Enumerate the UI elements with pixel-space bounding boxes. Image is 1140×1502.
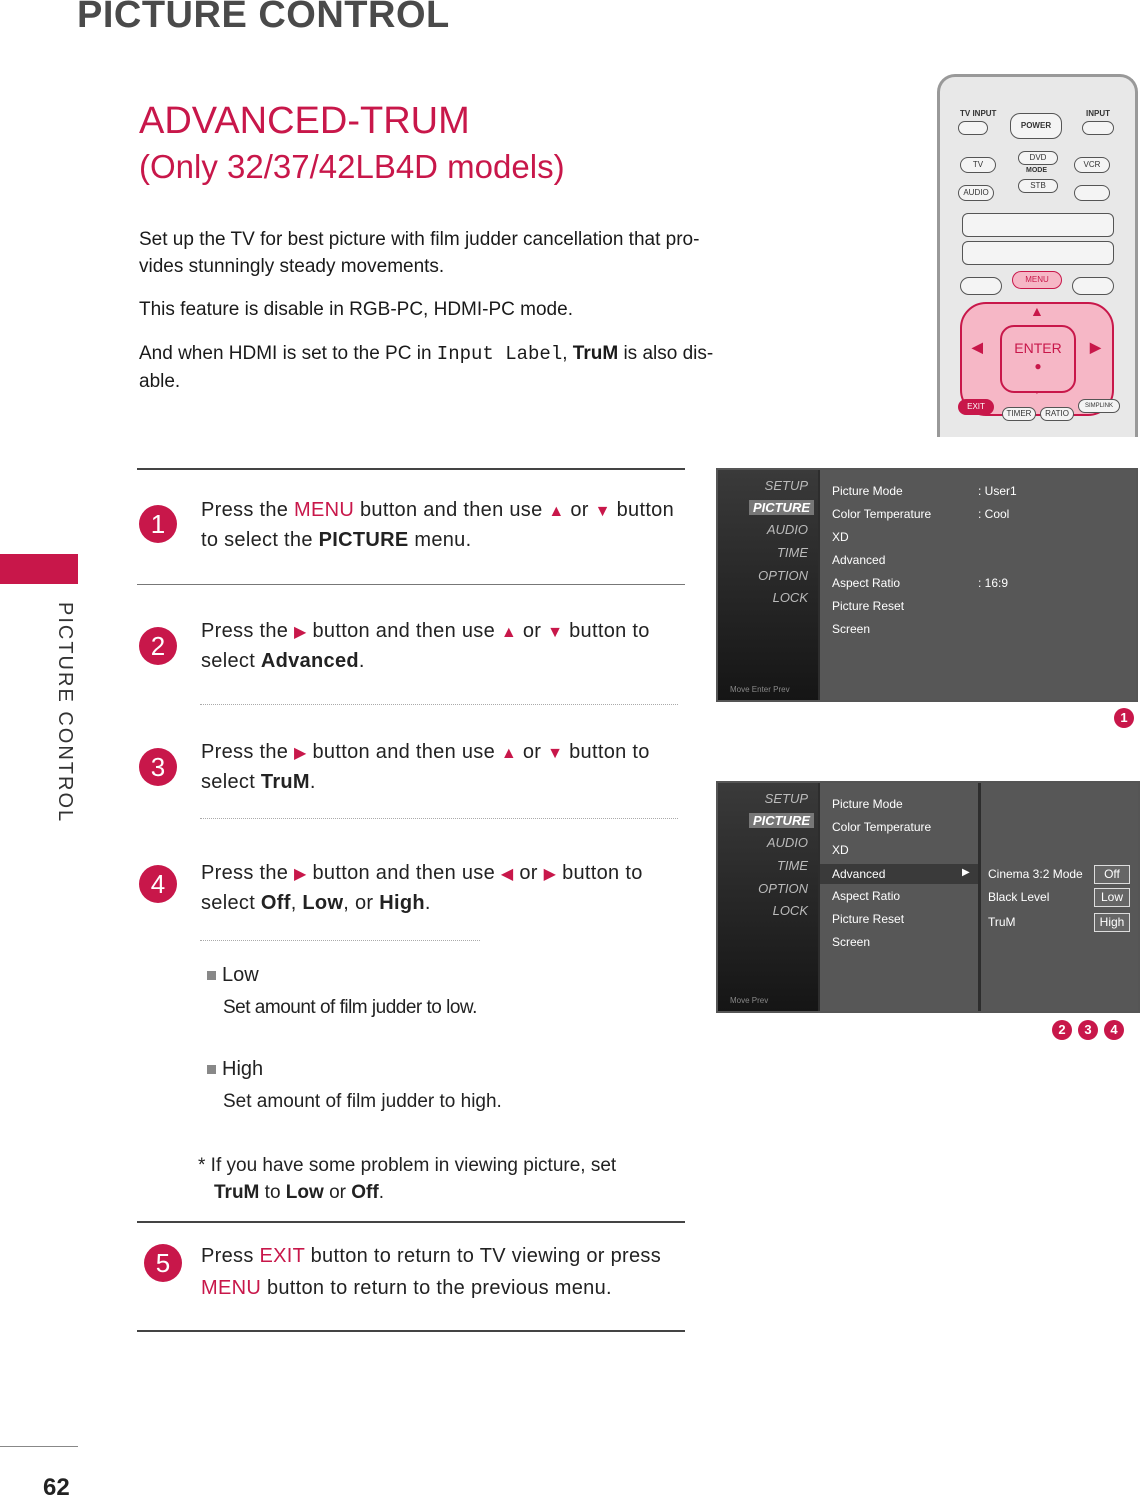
osd-2-options-panel [820, 783, 978, 1011]
osd-1-row-color-temp: Color Temperature [832, 507, 932, 521]
right-arrow-icon: ▶ [294, 866, 307, 883]
step-5-exit-key: EXIT [259, 1245, 305, 1267]
step-1-rule [137, 584, 685, 585]
remote-playback-row-2 [962, 241, 1114, 265]
note-low: Low [285, 1182, 324, 1203]
remote-playback-row-1 [962, 213, 1114, 237]
step-2-advanced: Advanced [260, 650, 359, 672]
step-4-text-a: Press the [201, 862, 295, 884]
osd-2-item-lock: LOCK [772, 903, 808, 918]
remote-tv-input-button [958, 121, 988, 135]
remote-bright-minus-button [960, 277, 1002, 295]
osd-1-item-picture: PICTURE [749, 500, 814, 515]
remote-up-arrow-icon: ▲ [1030, 303, 1044, 319]
step-1-picture-menu: PICTURE [318, 529, 409, 551]
step-4-separator [200, 940, 480, 941]
note-trum: TruM [214, 1182, 260, 1203]
osd-1-ref-badge: 1 [1114, 708, 1134, 728]
right-arrow-icon: ▶ [294, 745, 307, 762]
step-5-line2: button to return to the previous menu. [261, 1277, 612, 1299]
intro-paragraph-3 [139, 340, 779, 395]
remote-exit-button: EXIT [958, 399, 994, 415]
down-arrow-icon: ▼ [547, 624, 564, 641]
step-3-text-b: button and then use [306, 741, 501, 763]
step-1-line2-a: to select the [201, 529, 319, 551]
step-5-number: 5 [144, 1244, 182, 1282]
osd-2-advanced-submenu [981, 783, 1138, 1011]
intro-p3-trum: TruM [572, 343, 619, 364]
step-2-number: 2 [139, 627, 177, 665]
remote-vcr-button: VCR [1074, 157, 1110, 173]
step-1-text-c: button [610, 499, 675, 521]
step-4-line2-b: . [424, 892, 431, 914]
option-high-heading [207, 1058, 263, 1081]
osd-2-ref-badge-2: 2 [1052, 1020, 1072, 1040]
osd-2-references [1046, 1020, 1124, 1040]
step-2-separator [200, 704, 678, 705]
left-arrow-icon: ◀ [500, 866, 514, 883]
note-or: or [323, 1182, 352, 1203]
intro-p3-line2: able. [139, 371, 181, 392]
option-low-heading [207, 964, 259, 987]
step-1-number: 1 [139, 505, 177, 543]
remote-control-illustration [937, 74, 1138, 437]
osd-2-row-xd: XD [832, 843, 849, 857]
up-arrow-icon: ▲ [548, 503, 565, 520]
step-3-text [201, 738, 681, 796]
step-3-number: 3 [139, 748, 177, 786]
osd-2-item-setup: SETUP [764, 791, 808, 806]
step-2-text-b: button and then use [306, 620, 501, 642]
step-2-text-a: Press the [201, 620, 295, 642]
step-4-number: 4 [139, 865, 177, 903]
up-arrow-icon: ▲ [500, 624, 518, 641]
step-4-text [201, 859, 681, 917]
intro-p1-line2: vides stunningly steady movements. [139, 256, 445, 277]
osd-2-sub-cinema-mode: Cinema 3:2 Mode [988, 867, 1083, 881]
osd-2-row-color-temp: Color Temperature [832, 820, 932, 834]
remote-dvd-button: DVD [1018, 151, 1058, 165]
step-1-text [201, 496, 681, 554]
page-number: 62 [43, 1474, 70, 1501]
option-low-description: Set amount of film judder to low. [223, 997, 477, 1018]
step-3-or: or [517, 741, 548, 763]
remote-ratio-button: RATIO [1040, 407, 1074, 421]
sidebar-accent-bar [0, 554, 78, 584]
remote-left-arrow-icon: ◀ [972, 339, 983, 355]
step-4-text-c: button to [556, 862, 643, 884]
note-off: Off [351, 1182, 379, 1203]
step-1-or: or [564, 499, 595, 521]
remote-power-button: POWER [1010, 113, 1062, 139]
step-3-trum: TruM [260, 771, 310, 793]
step-3-line2-a: select [201, 771, 261, 793]
osd-2-category-list [718, 783, 818, 1011]
osd-2-row-advanced: Advanced [832, 867, 886, 881]
step-3-line2-b: . [309, 771, 316, 793]
remote-simplink-button: SIMPLINK [1078, 399, 1120, 413]
remote-tv-button: TV [960, 157, 996, 173]
intro-paragraph-1 [139, 226, 779, 280]
osd-2-item-picture: PICTURE [749, 813, 814, 828]
option-low-title: Low [222, 964, 259, 986]
osd-1-row-picture-reset: Picture Reset [832, 599, 905, 613]
step-2-or: or [517, 620, 548, 642]
osd-2-sub-trum: TruM [988, 915, 1016, 929]
osd-2-item-audio: AUDIO [766, 835, 808, 850]
page-divider [0, 1446, 78, 1447]
down-arrow-icon: ▼ [547, 745, 564, 762]
option-high-title: High [222, 1058, 264, 1080]
osd-2-row-aspect-ratio: Aspect Ratio [832, 889, 901, 903]
steps-bottom-rule [137, 1330, 685, 1332]
step-5-menu-key: MENU [201, 1277, 262, 1299]
step-5-text-a: Press [201, 1245, 260, 1267]
remote-tv-input-label: TV INPUT [960, 109, 997, 118]
step-4-low: Low [302, 892, 344, 914]
section-subtitle: (Only 32/37/42LB4D models) [139, 148, 565, 185]
steps-top-rule [137, 468, 685, 470]
bullet-icon [207, 1065, 216, 1074]
osd-2-row-picture-reset: Picture Reset [832, 912, 905, 926]
note-to: to [259, 1182, 286, 1203]
intro-p3-b: , [562, 343, 573, 364]
step-1-menu-key: MENU [294, 499, 355, 521]
remote-stb-button: STB [1018, 179, 1058, 193]
osd-2-row-screen: Screen [832, 935, 871, 949]
osd-picture-menu [716, 468, 1138, 702]
sidebar-section-label: PICTURE CONTROL [54, 602, 76, 824]
osd-2-ref-badge-3: 3 [1078, 1020, 1098, 1040]
bullet-icon [207, 971, 216, 980]
note-period: . [378, 1182, 384, 1203]
intro-p3-menu-label: Input Label [436, 343, 563, 365]
osd-1-value-aspect-ratio: : 16:9 [978, 576, 1009, 590]
osd-1-item-setup: SETUP [764, 478, 808, 493]
osd-2-sub-cinema-value: Off [1094, 865, 1130, 884]
right-arrow-icon: ▶ [543, 866, 557, 883]
intro-paragraph-2: This feature is disable in RGB-PC, HDMI-PC mode. [139, 299, 573, 320]
osd-1-item-time: TIME [776, 545, 808, 560]
page-header-title: PICTURE CONTROL [77, 0, 450, 36]
step-3-separator [200, 818, 678, 819]
osd-1-row-advanced: Advanced [832, 553, 886, 567]
remote-right-arrow-icon: ▶ [1090, 339, 1101, 355]
step-4-sep2: , or [343, 892, 380, 914]
step-4-or: or [513, 862, 544, 884]
osd-1-row-aspect-ratio: Aspect Ratio [832, 576, 901, 590]
down-arrow-icon: ▼ [594, 503, 611, 520]
step-2-text-c: button to [563, 620, 650, 642]
remote-input-label: INPUT [1086, 109, 1110, 118]
step-2-line2-a: select [201, 650, 261, 672]
note [198, 1152, 658, 1206]
remote-input-button [1082, 121, 1114, 135]
remote-audio-button: AUDIO [958, 185, 994, 201]
remote-menu-button: MENU [1012, 271, 1062, 289]
remote-enter-label: ENTER [1014, 340, 1062, 356]
step-5-text [201, 1240, 681, 1304]
intro-p1-line1: Set up the TV for best picture with film judder cancellation that pro- [139, 229, 700, 250]
osd-1-row-xd: XD [832, 530, 849, 544]
step-1-line2-b: menu. [408, 529, 472, 551]
option-high-description: Set amount of film judder to high. [223, 1091, 502, 1112]
remote-pc-button [1074, 185, 1110, 201]
osd-1-row-screen: Screen [832, 622, 871, 636]
osd-1-reference [1108, 708, 1134, 728]
osd-2-row-picture-mode: Picture Mode [832, 797, 903, 811]
osd-2-item-option: OPTION [758, 881, 808, 896]
osd-2-sub-black-level-value: Low [1094, 888, 1130, 907]
step-5-text-b: button to return to TV viewing or press [304, 1245, 662, 1267]
section-title: ADVANCED-TRUM [139, 100, 470, 142]
osd-1-row-picture-mode: Picture Mode [832, 484, 903, 498]
step-4-line2-a: select [201, 892, 261, 914]
osd-2-sub-trum-value: High [1094, 913, 1130, 932]
step-4-text-b: button and then use [306, 862, 501, 884]
remote-timer-button: TIMER [1002, 407, 1036, 421]
remote-enter-dot-icon: ● [1034, 359, 1042, 373]
intro-p3-a: And when HDMI is set to the PC in [139, 343, 437, 364]
remote-bright-plus-button [1072, 277, 1114, 295]
step-3-text-a: Press the [201, 741, 295, 763]
step-4-sep1: , [290, 892, 303, 914]
remote-enter-button [1000, 325, 1076, 393]
step-3-text-c: button to [563, 741, 650, 763]
osd-1-footer: Move Enter Prev [730, 685, 790, 694]
osd-2-submenu-arrow-icon: ▶ [962, 867, 970, 878]
right-arrow-icon: ▶ [294, 624, 307, 641]
note-line1: * If you have some problem in viewing picture, set [198, 1155, 617, 1176]
osd-1-options-panel [820, 470, 1136, 700]
step-1-text-a: Press the [201, 499, 295, 521]
up-arrow-icon: ▲ [500, 745, 518, 762]
osd-1-category-list [718, 470, 818, 700]
osd-2-item-time: TIME [776, 858, 808, 873]
step-4-high: High [379, 892, 425, 914]
step-4-off: Off [260, 892, 291, 914]
step-5-top-rule [137, 1221, 685, 1223]
step-2-text [201, 617, 681, 675]
intro-p3-c: is also dis- [618, 343, 714, 364]
step-2-line2-b: . [358, 650, 365, 672]
step-1-text-b: button and then use [354, 499, 549, 521]
osd-2-sub-black-level: Black Level [988, 890, 1050, 904]
osd-1-item-lock: LOCK [772, 590, 808, 605]
osd-1-value-color-temp: : Cool [978, 507, 1010, 521]
remote-mode-label: MODE [1026, 167, 1047, 174]
osd-1-value-picture-mode: : User1 [978, 484, 1017, 498]
osd-1-item-option: OPTION [758, 568, 808, 583]
osd-2-ref-badge-4: 4 [1104, 1020, 1124, 1040]
osd-1-item-audio: AUDIO [766, 522, 808, 537]
osd-advanced-menu [716, 781, 1140, 1013]
osd-2-footer: Move Prev [730, 996, 769, 1005]
